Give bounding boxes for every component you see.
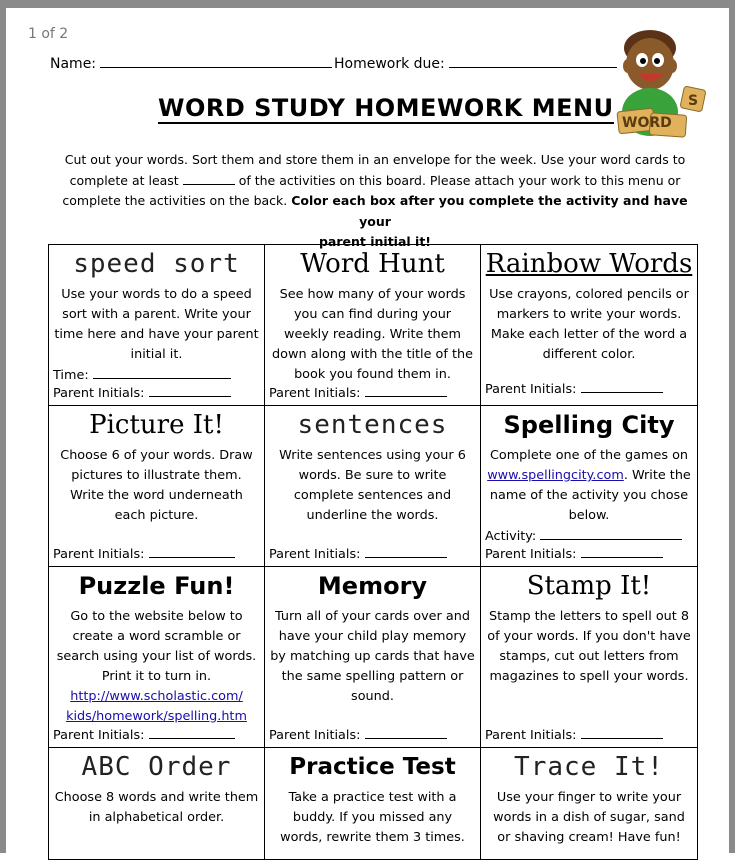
- activity-blank: [540, 527, 682, 540]
- activity-description: Take a practice test with a buddy. If you missed any words, rewrite them 3 times.: [280, 790, 465, 845]
- activity-sentences: [265, 406, 481, 567]
- parent-initials-label: Parent Initials:: [485, 382, 577, 397]
- activity-rainbow-words: [481, 245, 698, 406]
- instructions-bold-text: Color each box after you complete the activity and have your: [291, 193, 688, 229]
- activity-abc-order: [49, 748, 265, 860]
- instructions-line-1: Cut out your words. Sort them and store them in an envelope for the week. Use your word cards to: [64, 152, 686, 167]
- homework-due-label: Homework due:: [334, 56, 445, 72]
- parent-initials-blank: [581, 545, 663, 558]
- parent-initials-label: Parent Initials:: [485, 728, 577, 743]
- parent-initials-label: Parent Initials:: [53, 547, 145, 562]
- time-label: Time:: [53, 368, 89, 383]
- activity-line: [485, 527, 693, 546]
- instructions-line-2a: complete at least: [69, 172, 179, 188]
- word-tiles-text: WORD: [622, 115, 672, 131]
- parent-initials-blank: [149, 545, 235, 558]
- scholastic-link[interactable]: [49, 687, 264, 727]
- scholastic-link-line-2[interactable]: kids/homework/spelling.htm: [66, 709, 247, 724]
- grid-row-4: [49, 748, 698, 860]
- parent-initials-blank: [365, 545, 447, 558]
- activity-description: Turn all of your cards over and have your child play memory by matching up cards that have the same spelling pattern or sound.: [270, 609, 475, 704]
- time-line: [53, 366, 260, 385]
- activity-description: See how many of your words you can find during your weekly reading. Write them down along with the title of the book you found them in.: [272, 287, 473, 382]
- activity-puzzle-fun: [49, 567, 265, 748]
- grid-row-2: [49, 406, 698, 567]
- description-part-1: Complete one of the games on: [489, 448, 689, 463]
- activity-description: Use your words to do a speed sort with a parent. Write your time here and have your parent initial it.: [54, 287, 259, 362]
- activity-title: Memory: [317, 572, 428, 600]
- activity-picture-it: [49, 406, 265, 567]
- activity-title: Puzzle Fun!: [78, 572, 235, 600]
- parent-initials-label: Parent Initials:: [485, 547, 577, 562]
- parent-initials-blank: [365, 384, 447, 397]
- parent-initials-line: [485, 380, 693, 399]
- activity-description: Choose 8 words and write them in alphabetical order.: [54, 790, 259, 825]
- activity-speed-sort: [49, 245, 265, 406]
- parent-initials-line: [269, 384, 476, 403]
- parent-initials-line: [53, 545, 260, 564]
- instructions: [58, 150, 692, 253]
- parent-initials-blank: [149, 384, 231, 397]
- name-label: Name:: [50, 56, 97, 72]
- activity-menu-grid: [48, 244, 698, 860]
- parent-initials-blank: [365, 726, 447, 739]
- instructions-line-3a: complete the activities on the back.: [62, 193, 288, 208]
- activity-title: Picture It!: [89, 410, 224, 440]
- activity-description: Write sentences using your 6 words. Be sure to write complete sentences and underline the words.: [279, 448, 466, 523]
- page-indicator: 1 of 2: [28, 26, 69, 42]
- grid-row-3: [49, 567, 698, 748]
- activity-title: Word Hunt: [300, 249, 445, 279]
- homework-due-line: [334, 54, 617, 72]
- activity-title: Stamp It!: [526, 571, 652, 601]
- instructions-line-3: [58, 191, 692, 232]
- scholastic-link-line-1[interactable]: http://www.scholastic.com/: [70, 689, 243, 704]
- activity-title: sentences: [297, 410, 448, 440]
- parent-initials-blank: [581, 380, 663, 393]
- instructions-line-4: parent initial it!: [318, 234, 431, 249]
- parent-initials-label: Parent Initials:: [53, 386, 145, 401]
- activity-description: Stamp the letters to spell out 8 of your words. If you don't have stamps, cut out letters from magazines to spell your words.: [487, 609, 691, 684]
- time-blank: [93, 366, 231, 379]
- parent-initials-line: [269, 545, 476, 564]
- activity-title: Practice Test: [289, 754, 456, 780]
- viewer-frame-right: [729, 0, 735, 853]
- parent-initials-line: [53, 726, 260, 745]
- activity-title: speed sort: [73, 249, 240, 279]
- description-part-2: . Write the name of the activity you chose below.: [489, 468, 691, 523]
- parent-initials-label: Parent Initials:: [269, 386, 361, 401]
- parent-initials-line: [485, 545, 693, 564]
- s-tile-text: S: [688, 93, 699, 109]
- activity-description: Go to the website below to create a word scramble or search using your list of words. Print it to turn in.: [56, 609, 257, 684]
- parent-initials-blank: [149, 726, 235, 739]
- activity-title: ABC Order: [81, 752, 232, 782]
- name-blank: [100, 54, 332, 68]
- parent-initials-label: Parent Initials:: [269, 728, 361, 743]
- homework-due-blank: [449, 54, 617, 68]
- activity-practice-test: [265, 748, 481, 860]
- page-title: WORD STUDY HOMEWORK MENU: [158, 94, 614, 122]
- activity-description: [481, 446, 697, 526]
- boy-mascot-icon: [610, 26, 714, 140]
- parent-initials-label: Parent Initials:: [53, 728, 145, 743]
- activity-title: Trace It!: [514, 752, 664, 782]
- activity-label: Activity:: [485, 529, 537, 544]
- activity-word-hunt: [265, 245, 481, 406]
- parent-initials-blank: [581, 726, 663, 739]
- activity-description: Choose 6 of your words. Draw pictures to illustrate them. Write the word underneath each picture.: [60, 448, 253, 523]
- activity-count-blank: [183, 171, 235, 185]
- grid-row-1: [49, 245, 698, 406]
- spellingcity-link[interactable]: www.spellingcity.com: [487, 468, 624, 483]
- instructions-line-2: [58, 171, 692, 192]
- parent-initials-label: Parent Initials:: [269, 547, 361, 562]
- name-line: [50, 54, 332, 72]
- activity-memory: [265, 567, 481, 748]
- document-page: [6, 8, 729, 853]
- parent-initials-line: [269, 726, 476, 745]
- parent-initials-line: [53, 384, 260, 403]
- activity-spelling-city: [481, 406, 698, 567]
- parent-initials-line: [485, 726, 693, 745]
- activity-stamp-it: [481, 567, 698, 748]
- activity-title: Rainbow Words: [485, 249, 693, 279]
- activity-title: Spelling City: [503, 411, 675, 439]
- viewer-frame-top: [0, 0, 735, 8]
- instructions-line-2b: of the activities on this board. Please attach your work to this menu or: [238, 172, 681, 188]
- activity-description: Use crayons, colored pencils or markers to write your words. Make each letter of the word a different color.: [489, 287, 689, 362]
- activity-trace-it: [481, 748, 698, 860]
- activity-description: Use your finger to write your words in a dish of sugar, sand or shaving cream! Have fun!: [493, 790, 685, 845]
